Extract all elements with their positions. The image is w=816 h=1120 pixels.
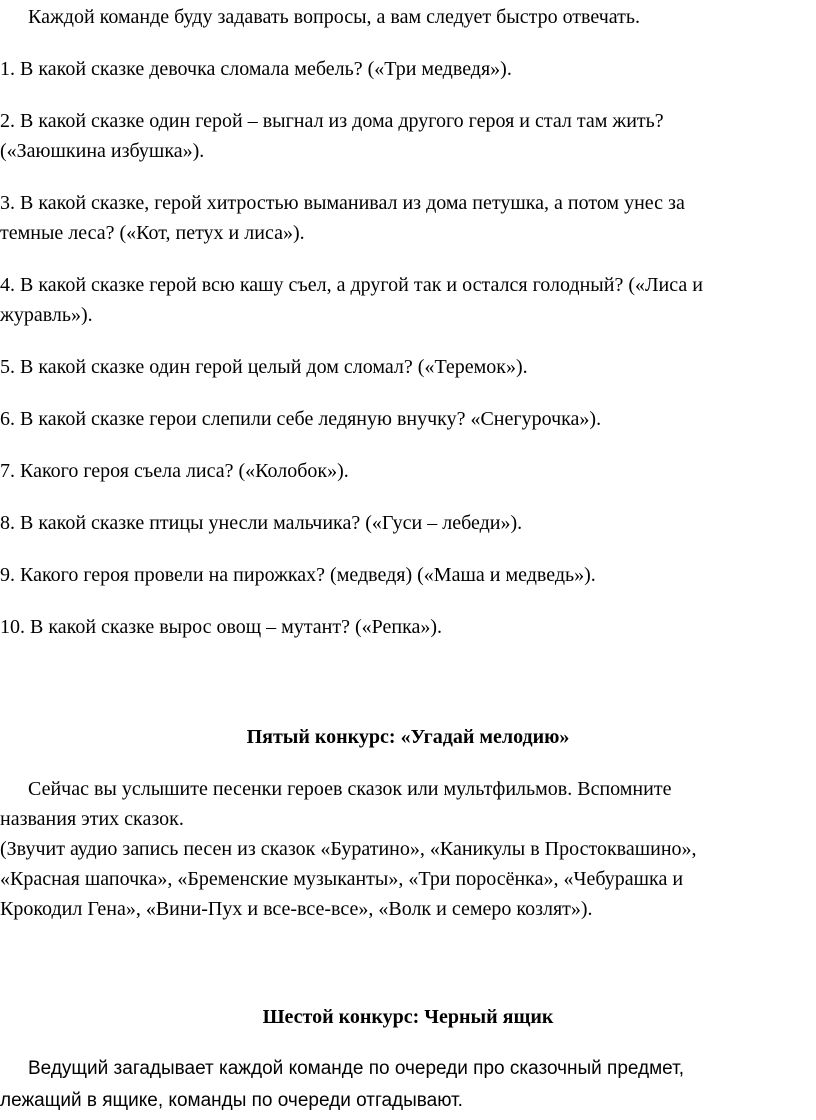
question-8: 8. В какой сказке птицы унесли мальчика? («Гуси – лебеди»). [0, 512, 523, 534]
question-9: 9. Какого героя провели на пирожках? (медведя) («Маша и медведь»). [0, 564, 596, 586]
question-3-line-2: темные леса? («Кот, петух и лиса»). [0, 222, 305, 244]
contest-5-title: Пятый конкурс: «Угадай мелодию» [246, 726, 570, 748]
question-6: 6. В какой сказке герои слепили себе ледяную внучку? «Снегурочка»). [0, 408, 602, 430]
contest-6-line-2: лежащий в ящике, команды по очереди отгадывают. [0, 1090, 463, 1111]
contest-5-line-4: «Красная шапочка», «Бременские музыканты», «Три поросёнка», «Чебурашка и [0, 868, 684, 890]
question-10: 10. В какой сказке вырос овощ – мутант? («Репка»). [0, 616, 443, 638]
contest-6-line-1: Ведущий загадывает каждой команде по очереди про сказочный предмет, [28, 1058, 684, 1079]
contest-5-line-2: названия этих сказок. [0, 808, 184, 830]
question-5: 5. В какой сказке один герой целый дом сломал? («Теремок»). [0, 356, 528, 378]
question-2-line-2: («Заюшкина избушка»). [0, 140, 205, 162]
contest-5-line-5: Крокодил Гена», «Вини-Пух и все-все-все», «Волк и семеро козлят»). [0, 898, 593, 920]
question-3-line-1: 3. В какой сказке, герой хитростью выманивал из дома петушка, а потом унес за [0, 192, 685, 214]
question-2-line-1: 2. В какой сказке один герой – выгнал из дома другого героя и стал там жить? [0, 110, 664, 132]
intro-text: Каждой команде буду задавать вопросы, а вам следует быстро отвечать. [28, 6, 641, 28]
contest-6-title: Шестой конкурс: Черный ящик [262, 1006, 554, 1028]
question-4-line-1: 4. В какой сказке герой всю кашу съел, а другой так и остался голодный? («Лиса и [0, 274, 703, 296]
question-7: 7. Какого героя съела лиса? («Колобок»). [0, 460, 349, 482]
contest-5-line-3: (Звучит аудио запись песен из сказок «Буратино», «Каникулы в Простоквашино», [0, 838, 697, 860]
contest-5-line-1: Сейчас вы услышите песенки героев сказок или мультфильмов. Вспомните [28, 778, 672, 800]
question-1: 1. В какой сказке девочка сломала мебель? («Три медведя»). [0, 58, 512, 80]
question-4-line-2: журавль»). [0, 304, 93, 326]
